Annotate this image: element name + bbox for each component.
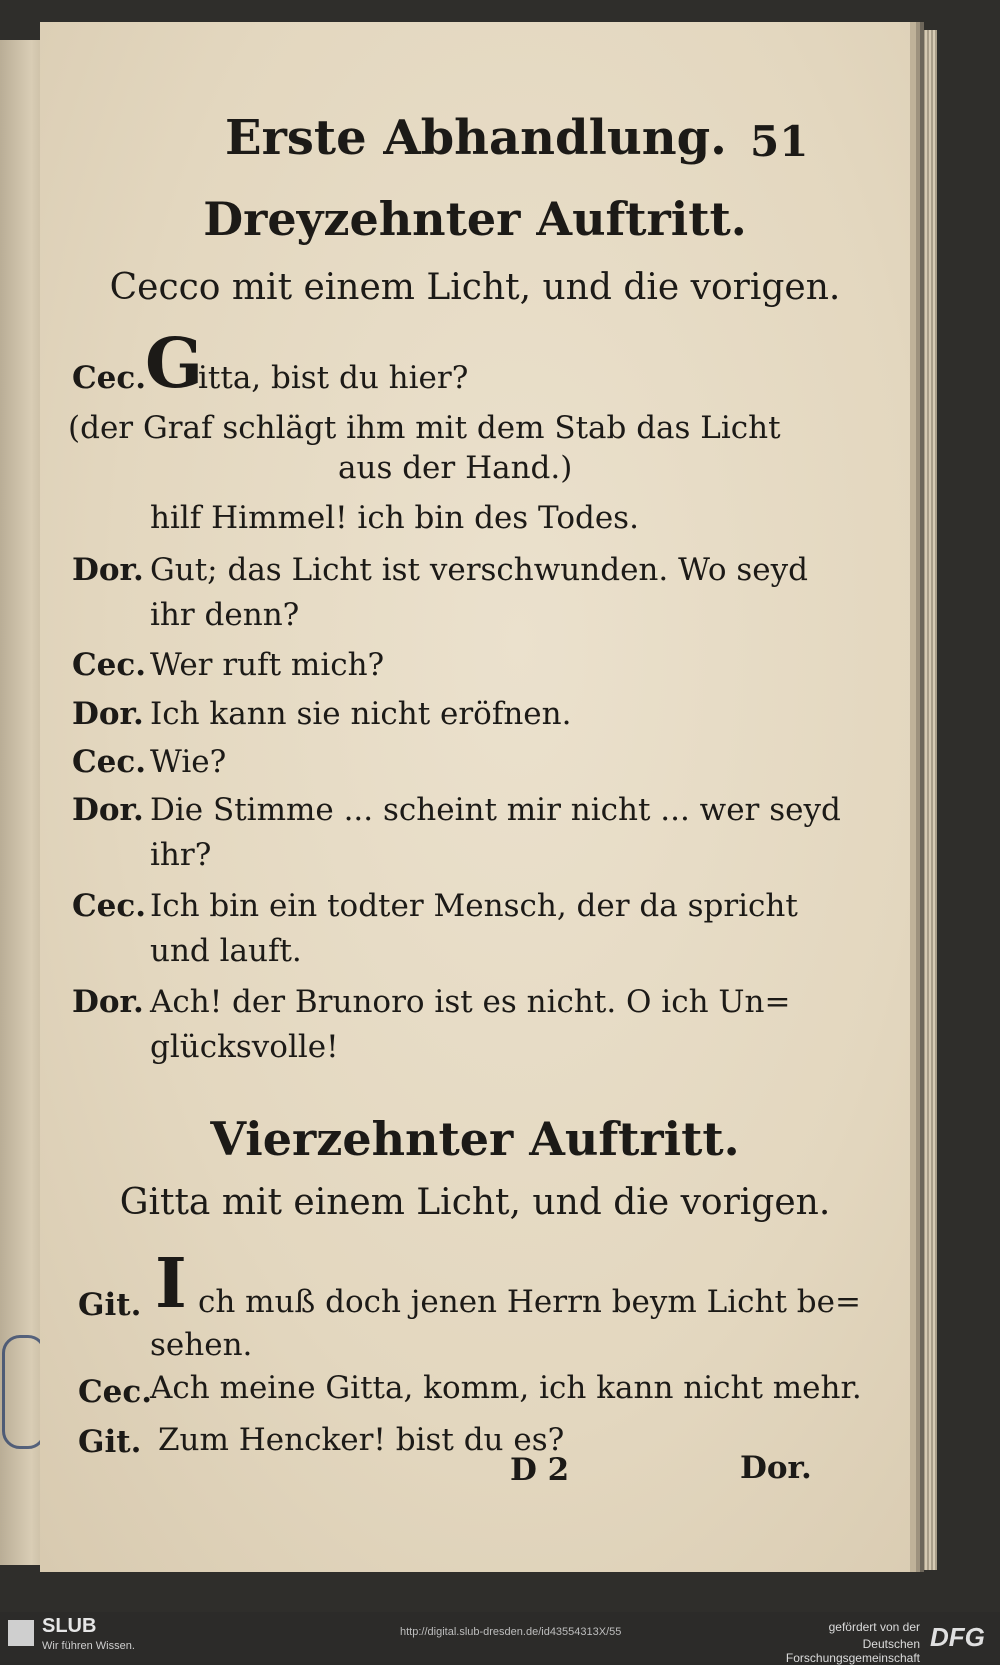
scene-subtitle: Cecco mit einem Licht, und die vorigen.	[109, 267, 841, 308]
dfg-logo[interactable]: DFG	[930, 1622, 985, 1652]
library-tagline: Wir führen Wissen.	[42, 1640, 135, 1652]
stage-direction: (der Graf schlägt ihm mit dem Stab das Licht	[68, 410, 781, 446]
running-head: Erste Abhandlung.	[225, 110, 727, 166]
dialogue-line: Wie?	[150, 744, 227, 780]
speaker-label: Cec.	[72, 888, 147, 924]
dialogue-line: sehen.	[150, 1327, 253, 1363]
dialogue-line: Zum Hencker! bist du es?	[158, 1422, 565, 1458]
catchword: Dor.	[740, 1450, 812, 1486]
dialogue-line: glücksvolle!	[150, 1029, 339, 1065]
book-page	[40, 22, 910, 1572]
speaker-label: Git.	[78, 1424, 142, 1460]
dialogue-line: itta, bist du hier?	[198, 360, 469, 396]
dialogue-line: ihr?	[150, 837, 212, 873]
speaker-label: Dor.	[72, 792, 144, 828]
funding-organization: Deutschen Forschungsgemeinschaft	[785, 1637, 920, 1665]
speaker-label: Cec.	[72, 647, 147, 683]
funding-text: gefördert von der	[828, 1620, 920, 1634]
dialogue-line: ihr denn?	[150, 597, 300, 633]
dialogue-line: Ach meine Gitta, komm, ich kann nicht mehr.	[150, 1370, 862, 1406]
scene-title: Dreyzehnter Auftritt.	[203, 192, 747, 246]
speaker-label: Cec.	[72, 744, 147, 780]
permalink-url[interactable]: http://digital.slub-dresden.de/id43554313X/55	[400, 1626, 622, 1638]
dialogue-line: ch muß doch jenen Herrn beym Licht be=	[198, 1284, 861, 1320]
dialogue-line: Ach! der Brunoro ist es nicht. O ich Un=	[150, 984, 791, 1020]
stage-direction: aus der Hand.)	[338, 450, 573, 486]
library-name[interactable]: SLUB	[42, 1615, 97, 1637]
scene-title: Vierzehnter Auftritt.	[210, 1112, 740, 1166]
dialogue-line: Gut; das Licht ist verschwunden. Wo seyd	[150, 552, 808, 588]
speaker-label: Cec.	[72, 360, 147, 396]
drop-cap: G	[145, 324, 204, 404]
dialogue-line: Wer ruft mich?	[150, 647, 385, 683]
dialogue-line: und lauft.	[150, 933, 302, 969]
speaker-label: Cec.	[78, 1374, 153, 1410]
dialogue-line: Die Stimme ... scheint mir nicht ... wer seyd	[150, 792, 841, 828]
dialogue-line: Ich kann sie nicht eröfnen.	[150, 696, 572, 732]
slub-logo-icon	[8, 1620, 34, 1646]
dialogue-line: Ich bin ein todter Mensch, der da spricht	[150, 888, 798, 924]
speaker-label: Git.	[78, 1287, 142, 1323]
speaker-label: Dor.	[72, 696, 144, 732]
page-number: 51	[750, 117, 809, 166]
speaker-label: Dor.	[72, 552, 144, 588]
scene-subtitle: Gitta mit einem Licht, und die vorigen.	[119, 1182, 831, 1223]
viewer-footer	[0, 1612, 1000, 1665]
dialogue-line: hilf Himmel! ich bin des Todes.	[150, 500, 639, 536]
speaker-label: Dor.	[72, 984, 144, 1020]
drop-cap: I	[155, 1244, 187, 1324]
signature-mark: D 2	[510, 1452, 570, 1488]
